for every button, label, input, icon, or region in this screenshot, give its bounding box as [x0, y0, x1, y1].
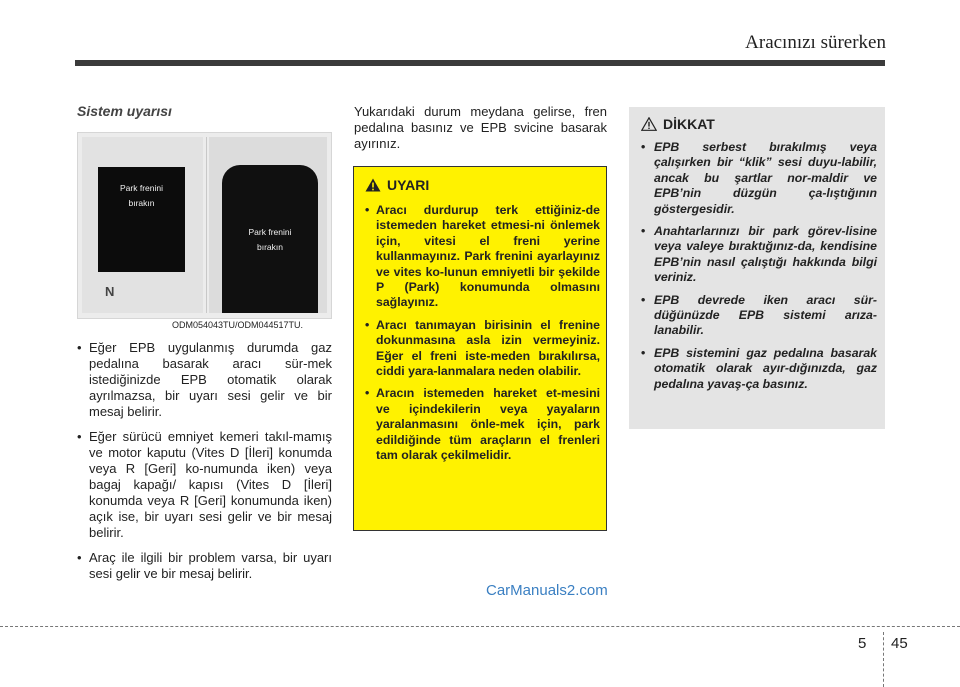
- gear-indicator: N: [105, 284, 115, 299]
- caution-title: [641, 116, 715, 132]
- list-item: • Araç ile ilgili bir problem varsa, bir uyarı sesi gelir ve bir mesaj belirir.: [77, 550, 332, 582]
- warning-list: [365, 203, 600, 471]
- figure-caption: ODM054043TU/ODM044517TU.: [172, 320, 304, 330]
- display-screen: [222, 165, 318, 313]
- panel-divider: [206, 137, 207, 313]
- header-title: Aracınızı sürerken: [745, 32, 886, 53]
- list-item: • EPB devrede iken aracı sür-düğünüzde EPB sistemi arıza-lanabilir.: [641, 293, 877, 339]
- list-item: • Aracı tanımayan birisinin el frenine dokunmasına asla izin vermeyiniz. Eğer el freni iste-meden bırakılırsa, ciddi yara-lanmalara neden olabilir.: [365, 318, 600, 380]
- cluster-screen: [98, 167, 185, 272]
- epb-figure: [77, 132, 332, 319]
- caution-triangle-icon: [641, 117, 657, 131]
- display-panel: [209, 137, 327, 313]
- chapter-number: 5: [858, 635, 867, 652]
- warning-title: [365, 177, 429, 193]
- left-bullet-list: [77, 340, 332, 591]
- list-item: • Aracı durdurup terk ettiğiniz-de istemeden hareket etmesi-ni önlemek için, vitesi el freni yerine kullanmayınız. Park frenini ayarlayınız ve vites ko-lunun emniyetli bir şekilde P (Park) konumunda olmasını sağlayınız.: [365, 203, 600, 311]
- footer-rule: [0, 626, 960, 627]
- intro-text: Yukarıdaki durum meydana gelirse, fren pedalına basınız ve EPB svicine basarak ayırınız.: [354, 104, 607, 151]
- section-heading: Sistem uyarısı: [77, 103, 172, 119]
- warning-triangle-icon: [365, 178, 381, 192]
- list-item: • EPB sistemini gaz pedalına basarak otomatik olarak ayır-dığınızda, gaz pedalına yavaş-ça basınız.: [641, 346, 877, 392]
- page-number: 45: [891, 635, 908, 652]
- caution-title-text: DİKKAT: [663, 116, 715, 132]
- watermark-link[interactable]: CarManuals2.com: [486, 582, 608, 599]
- list-item: • Eğer sürücü emniyet kemeri takıl-mamış ve motor kaputu (Vites D [İleri] konumda veya R [Geri] ko-numunda iken) veya bagaj kapağı/ kapısı (Vites D [İleri] konumda veya R [Geri] konumunda iken) açık ise, bir uyarı sesi gelir ve bir mesaj belirir.: [77, 429, 332, 541]
- list-item: • Anahtarlarınızı bir park görev-lisine veya valeye bıraktığınız-da, kendisine EPB’nin nasıl çalıştığı hakkında bilgi veriniz.: [641, 224, 877, 286]
- page-number-separator: [883, 632, 884, 687]
- warning-box: [353, 166, 607, 531]
- list-item: • EPB serbest bırakılmış veya çalışırken bir “klik” sesi duyu-labilir, ancak bu şartlar nor-maldir ve EPB’nin düzgün ça-lıştığının göstergesidir.: [641, 140, 877, 217]
- caution-list: [641, 140, 877, 399]
- list-item: • Eğer EPB uygulanmış durumda gaz pedalına basarak aracı sür-mek istediğinizde EPB otomatik olarak ayrılmazsa, bir uyarı sesi gelir ve bir mesaj belirir.: [77, 340, 332, 420]
- header-rule: [75, 60, 885, 65]
- cluster-message: Park frenini bırakın: [120, 183, 163, 208]
- warning-title-text: UYARI: [387, 177, 430, 193]
- display-message: Park frenini bırakın: [248, 227, 292, 252]
- list-item: • Aracın istemeden hareket et-mesini ve içindekilerin veya yayaların yaralanmasını önle-mek için, park edildiğinde tüm araçların el frenleri tam olarak çekilmelidir.: [365, 386, 600, 463]
- caution-box: [629, 107, 885, 429]
- cluster-panel: [82, 137, 203, 313]
